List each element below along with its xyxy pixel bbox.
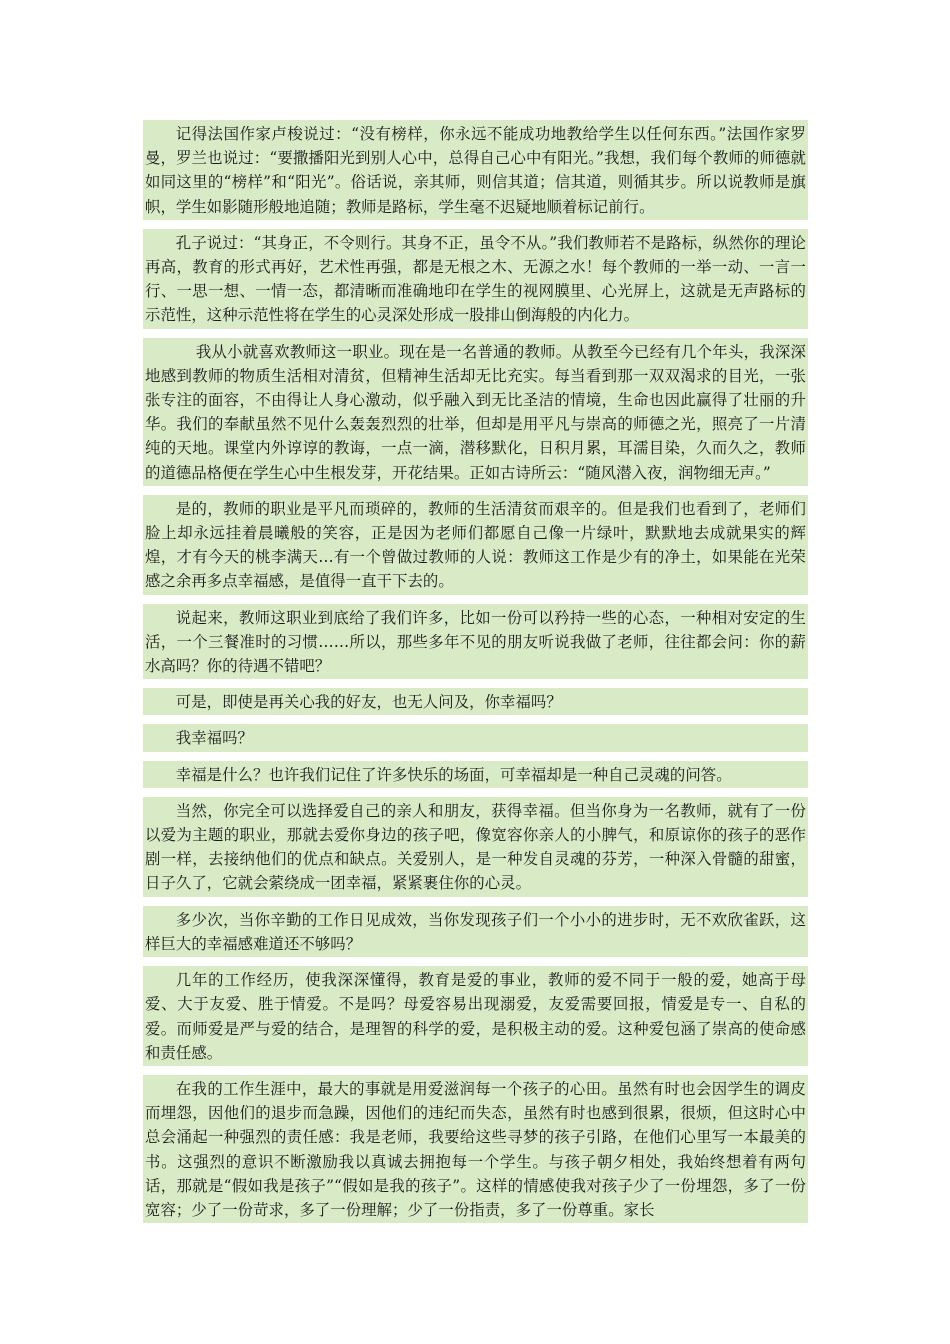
paragraph-3: 我从小就喜欢教师这一职业。现在是一名普通的教师。从教至今已经有几个年头，我深深地感到教师的物质生活相对清贫，但精神生活却无比充实。每当看到那一双双渴求的目光，一张张专注的面容，不由得让人身心激动，似乎融入到无比圣洁的情境，生命也因此赢得了壮丽的升华。我们的奉献虽然不见什么轰轰烈烈的壮举，但却是用平凡与崇高的师德之光，照亮了一片清纯的天地。课堂内外谆谆的教诲，一点一滴，潜移默化，日积月累，耳濡目染，久而久之，教师的道德品格便在学生心中生根发芽，开花结果。正如古诗所云：“随风潜入夜，润物细无声。” — [143, 338, 808, 486]
paragraph-5: 说起来，教师这职业到底给了我们许多，比如一份可以矜持一些的心态，一种相对安定的生活，一个三餐准时的习惯……所以，那些多年不见的朋友听说我做了老师，往往都会问：你的薪水高吗？你的待遇不错吧？ — [143, 604, 808, 680]
paragraph-6: 可是，即使是再关心我的好友，也无人问及，你幸福吗？ — [143, 688, 808, 715]
document-body — [143, 120, 808, 1232]
paragraph-9: 当然，你完全可以选择爱自己的亲人和朋友，获得幸福。但当你身为一名教师，就有了一份以爱为主题的职业，那就去爱你身边的孩子吧，像宽容你亲人的小脾气，和原谅你的孩子的恶作剧一样，去接纳他们的优点和缺点。关爱别人，是一种发自灵魂的芬芳，一种深入骨髓的甜蜜，日子久了，它就会萦绕成一团幸福，紧紧裹住你的心灵。 — [143, 797, 808, 897]
paragraph-4: 是的，教师的职业是平凡而琐碎的，教师的生活清贫而艰辛的。但是我们也看到了，老师们脸上却永远挂着晨曦般的笑容，正是因为老师们都愿自己像一片绿叶，默默地去成就果实的辉煌，才有今天的桃李满天…有一个曾做过教师的人说：教师这工作是少有的净土，如果能在光荣感之余再多点幸福感，是值得一直干下去的。 — [143, 495, 808, 595]
paragraph-2: 孔子说过：“其身正，不令则行。其身不正，虽令不从。”我们教师若不是路标，纵然你的理论再高，教育的形式再好，艺术性再强，都是无根之木、无源之水！每个教师的一举一动、一言一行、一思一想、一情一态，都清晰而准确地印在学生的视网膜里、心光屏上，这就是无声路标的示范性，这种示范性将在学生的心灵深处形成一股排山倒海般的内化力。 — [143, 229, 808, 329]
paragraph-11: 几年的工作经历，使我深深懂得，教育是爱的事业，教师的爱不同于一般的爱，她高于母爱、大于友爱、胜于情爱。不是吗？母爱容易出现溺爱，友爱需要回报，情爱是专一、自私的爱。而师爱是严与爱的结合，是理智的科学的爱，是积极主动的爱。这种爱包涵了崇高的使命感和责任感。 — [143, 966, 808, 1066]
paragraph-12: 在我的工作生涯中，最大的事就是用爱滋润每一个孩子的心田。虽然有时也会因学生的调皮而埋怨，因他们的退步而急躁，因他们的违纪而失态，虽然有时也感到很累，很烦，但这时心中总会涌起一种强烈的责任感：我是老师，我要给这些寻梦的孩子引路，在他们心里写一本最美的书。这强烈的意识不断激励我以真诚去拥抱每一个学生。与孩子朝夕相处，我始终想着有两句话，那就是“假如我是孩子”“假如是我的孩子”。这样的情感使我对孩子少了一份埋怨，多了一份宽容；少了一份苛求，多了一份理解；少了一份指责，多了一份尊重。家长 — [143, 1075, 808, 1223]
paragraph-7: 我幸福吗？ — [143, 724, 808, 751]
paragraph-8: 幸福是什么？也许我们记住了许多快乐的场面，可幸福却是一种自己灵魂的问答。 — [143, 761, 808, 788]
paragraph-10: 多少次，当你辛勤的工作日见成效，当你发现孩子们一个小小的进步时，无不欢欣雀跃，这样巨大的幸福感难道还不够吗？ — [143, 906, 808, 957]
paragraph-1: 记得法国作家卢梭说过：“没有榜样，你永远不能成功地教给学生以任何东西。”法国作家罗曼，罗兰也说过：“要撒播阳光到别人心中，总得自己心中有阳光。”我想，我们每个教师的师德就如同这里的“榜样”和“阳光”。俗话说，亲其师，则信其道；信其道，则循其步。所以说教师是旗帜，学生如影随形般地追随；教师是路标，学生毫不迟疑地顺着标记前行。 — [143, 120, 808, 220]
